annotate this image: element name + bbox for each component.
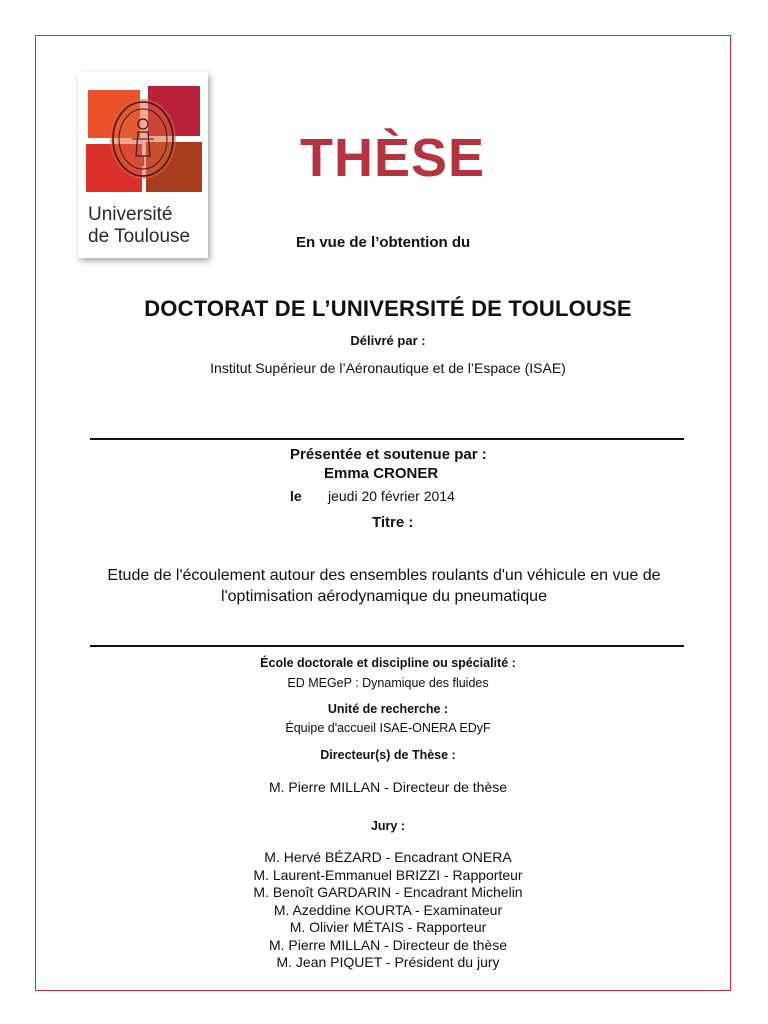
jury-member: M. Azeddine KOURTA - Examinateur (273, 901, 503, 918)
university-logo (78, 72, 208, 258)
document-title: THÈSE (300, 128, 486, 188)
jury-label: Jury : (370, 819, 406, 833)
author-name: Emma CRONER (324, 465, 439, 482)
school-label: École doctorale et discipline ou spécialité : (260, 656, 516, 670)
title-label: Titre : (372, 514, 414, 531)
degree-title: DOCTORAT DE L’UNIVERSITÉ DE TOULOUSE (144, 296, 632, 321)
logo-line-2: de Toulouse (88, 226, 191, 247)
subtitle: En vue de l’obtention du (296, 234, 471, 251)
school-value: ED MEGeP : Dynamique des fluides (287, 676, 489, 690)
delivered-label: Délivré par : (350, 333, 426, 348)
director-label: Directeur(s) de Thèse : (320, 748, 456, 762)
defense-date: jeudi 20 février 2014 (328, 488, 455, 504)
logo-line-1: Université (88, 204, 173, 225)
divider-top (90, 438, 684, 440)
thesis-title-line-1: Etude de l'écoulement autour des ensembles roulants d'un véhicule en vue de (107, 567, 661, 584)
jury-member: M. Benoît GARDARIN - Encadrant Michelin (253, 884, 523, 900)
divider-bottom (90, 645, 684, 647)
presented-label: Présentée et soutenue par : (290, 446, 487, 463)
seal-mosaic-icon (86, 84, 208, 196)
thesis-title-line-2: l'optimisation aérodynamique du pneumatique (221, 588, 547, 605)
director-value: M. Pierre MILLAN - Directeur de thèse (268, 779, 508, 795)
institution-name: Institut Supérieur de l’Aéronautique et de l’Espace (ISAE) (210, 360, 566, 376)
jury-list (60, 849, 716, 972)
jury-member: M. Hervé BÉZARD - Encadrant ONERA (264, 849, 512, 865)
jury-member: M. Jean PIQUET - Président du jury (276, 954, 500, 970)
jury-member: M. Pierre MILLAN - Directeur de thèse (268, 936, 508, 953)
unit-label: Unité de recherche : (327, 702, 449, 716)
jury-member: M. Laurent-Emmanuel BRIZZI - Rapporteur (253, 866, 523, 883)
date-label: le (290, 488, 302, 504)
jury-member: M. Olivier MÉTAIS - Rapporteur (289, 919, 487, 935)
thesis-title (84, 565, 684, 607)
unit-value: Équipe d'accueil ISAE-ONERA EDyF (285, 721, 491, 735)
